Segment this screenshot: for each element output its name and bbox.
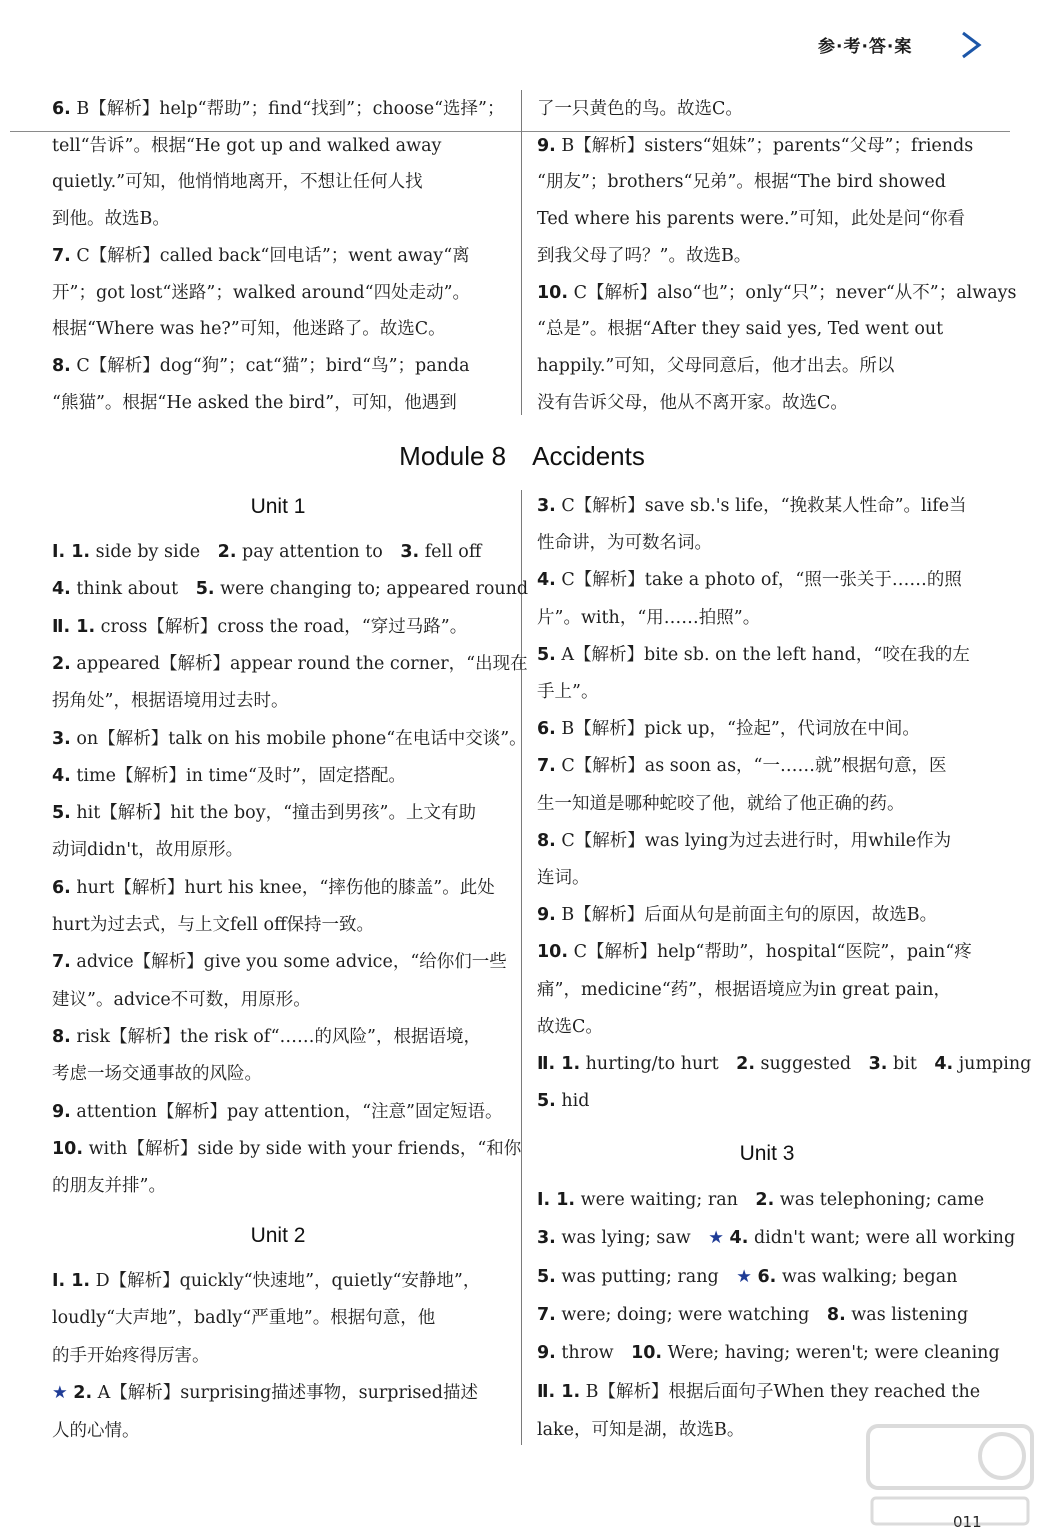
answer-line bbox=[52, 98, 504, 120]
question-number: 4. bbox=[729, 1228, 749, 1249]
answer-line bbox=[537, 1304, 997, 1326]
question-number: 10. bbox=[631, 1343, 663, 1364]
answer-text: 痛”，medicine“药”，根据语境应为in great pain， bbox=[537, 979, 952, 1000]
question-number: 9. bbox=[52, 1101, 71, 1122]
answer-text: pay attention to bbox=[236, 542, 401, 562]
answer-text: C【解析】as soon as，“一……就”根据句意，医 bbox=[555, 756, 947, 777]
answer-line bbox=[537, 135, 984, 157]
answer-text: tell“告诉”。根据“He got up and walked away bbox=[52, 135, 442, 156]
question-number: 4. bbox=[52, 579, 71, 600]
question-number: 10. bbox=[537, 942, 569, 963]
answer-text: quietly.”可知，他悄悄地离开，不想让任何人找 bbox=[52, 172, 423, 193]
answer-text: fell off bbox=[419, 542, 482, 562]
answer-text: side by side bbox=[90, 542, 218, 562]
module-title: Module 8 Accidents bbox=[399, 441, 645, 471]
answer-line bbox=[52, 1382, 504, 1404]
question-number: 6. bbox=[52, 99, 71, 119]
answer-line bbox=[537, 941, 984, 963]
answer-text: 考虑一场交通事故的风险。 bbox=[52, 1064, 262, 1085]
answer-line bbox=[52, 208, 504, 230]
answer-line bbox=[52, 171, 504, 193]
answer-line bbox=[537, 979, 984, 1001]
question-number: 7. bbox=[52, 952, 71, 973]
answer-text: C【解析】was lying为过去进行时，用while作为 bbox=[555, 830, 952, 851]
column-divider-bottom bbox=[521, 490, 522, 1445]
question-number: 3. bbox=[537, 496, 556, 516]
answer-text: 生一知道是哪种蛇咬了他，就给了他正确的药。 bbox=[537, 793, 905, 814]
question-number: 9. bbox=[537, 1343, 556, 1364]
answer-line bbox=[537, 718, 984, 740]
answer-text: “总是”。根据“After they said yes, Ted went out bbox=[537, 319, 944, 340]
question-number: 9. bbox=[537, 905, 556, 926]
answer-text: B【解析】后面从句是前面主句的原因，故选B。 bbox=[555, 905, 938, 926]
answer-text: 片”。with，“用……拍照”。 bbox=[537, 607, 761, 628]
answer-text: didn't want; were all working bbox=[748, 1228, 1016, 1249]
answer-line bbox=[52, 135, 504, 157]
answer-text: C【解析】called back“回电话”；went away“离 bbox=[70, 245, 470, 266]
answer-line bbox=[537, 245, 984, 267]
answer-text: Were; having; weren't; were cleaning bbox=[662, 1343, 1000, 1364]
answer-line bbox=[52, 989, 504, 1011]
answer-line bbox=[537, 318, 984, 340]
answer-line bbox=[537, 1090, 984, 1112]
question-number: 3. bbox=[52, 728, 71, 749]
star-icon: ★ bbox=[736, 1266, 752, 1287]
answer-line bbox=[537, 282, 1017, 304]
answer-text: 性命讲，为可数名词。 bbox=[537, 533, 712, 554]
answer-text: was putting; rang bbox=[555, 1266, 737, 1287]
question-number: 2. bbox=[73, 1383, 93, 1404]
answer-text: were changing to; appeared round bbox=[214, 579, 529, 600]
answer-line bbox=[52, 1270, 504, 1292]
answer-text: B【解析】pick up，“捡起”，代词放在中间。 bbox=[555, 719, 920, 740]
question-number: Ⅰ. 1. bbox=[52, 1271, 91, 1291]
answer-text: C【解析】take a photo of，“照一张关于……的照 bbox=[555, 570, 962, 591]
question-number: 9. bbox=[537, 135, 556, 156]
answer-text: D【解析】quickly“快速地”，quietly“安静地”， bbox=[90, 1271, 481, 1291]
answer-text: 连词。 bbox=[537, 868, 590, 888]
answer-text: B【解析】help“帮助”；find“找到”；choose“选择”； bbox=[70, 99, 505, 119]
answer-text: “朋友”；brothers“兄弟”。根据“The bird showed bbox=[537, 172, 946, 193]
answer-line bbox=[52, 839, 504, 861]
answer-line bbox=[52, 1420, 504, 1442]
answer-text: attention【解析】pay attention，“注意”固定短语。 bbox=[70, 1101, 503, 1122]
question-number: 8. bbox=[537, 830, 556, 851]
answer-line bbox=[537, 830, 984, 852]
question-number: 4. bbox=[52, 765, 71, 786]
answer-text: A【解析】surprising描述事物，surprised描述 bbox=[92, 1383, 478, 1404]
answer-line bbox=[537, 904, 984, 926]
answer-text: happily.”可知，父母同意后，他才出去。所以 bbox=[537, 355, 895, 376]
answer-line bbox=[52, 1026, 504, 1048]
question-number: 8. bbox=[826, 1304, 846, 1325]
answer-line bbox=[537, 607, 984, 629]
answer-text: B【解析】根据后面句子When they reached the bbox=[580, 1381, 981, 1402]
answer-line bbox=[52, 355, 504, 377]
answer-line bbox=[537, 532, 984, 554]
unit-1-title: Unit 1 bbox=[250, 495, 306, 518]
question-number: 4. bbox=[934, 1054, 954, 1074]
answer-text: throw bbox=[555, 1343, 632, 1364]
top-divider bbox=[10, 131, 1010, 132]
question-number: 3. bbox=[537, 1228, 556, 1249]
answer-line bbox=[52, 877, 504, 899]
answer-text: 了一只黄色的鸟。故选C。 bbox=[537, 99, 743, 119]
chevron-right-icon bbox=[955, 30, 987, 60]
answer-text: loudly“大声地”，badly“严重地”。根据句意，他 bbox=[52, 1308, 436, 1329]
unit-2-title: Unit 2 bbox=[250, 1224, 306, 1247]
question-number: 5. bbox=[537, 1266, 556, 1287]
answer-text: think about bbox=[70, 579, 196, 600]
question-number: 5. bbox=[195, 579, 215, 600]
answer-text: C【解析】help“帮助”，hospital“医院”，pain“疼 bbox=[568, 942, 972, 963]
watermark-logo bbox=[862, 1418, 1038, 1530]
question-number: 7. bbox=[537, 1304, 556, 1325]
answer-text: Ted where his parents were.”可知，此处是问“你看 bbox=[537, 209, 965, 230]
question-number: 10. bbox=[52, 1138, 84, 1159]
answer-line bbox=[52, 245, 504, 267]
answer-text: B【解析】sisters“姐妹”；parents“父母”；friends bbox=[555, 135, 974, 156]
answer-line bbox=[52, 392, 504, 414]
answer-line bbox=[537, 392, 984, 414]
star-icon: ★ bbox=[708, 1228, 724, 1249]
answer-line bbox=[537, 681, 984, 703]
unit-3-title: Unit 3 bbox=[739, 1142, 795, 1165]
answer-text: 根据“Where was he?”可知，他迷路了。故选C。 bbox=[52, 319, 446, 340]
question-number: 7. bbox=[52, 245, 71, 266]
answer-line bbox=[537, 867, 984, 889]
question-number: 2. bbox=[52, 653, 71, 674]
answer-text: hit【解析】hit the boy，“撞击到男孩”。上文有助 bbox=[70, 803, 476, 824]
question-number: Ⅰ. 1. bbox=[537, 1190, 576, 1210]
answer-line bbox=[52, 616, 504, 638]
answer-text: “熊猫”。根据“He asked the bird”，可知，他遇到 bbox=[52, 392, 457, 413]
answer-line bbox=[52, 728, 527, 750]
answer-text: 建议”。advice不可数，用原形。 bbox=[52, 989, 311, 1010]
answer-text: 到他。故选B。 bbox=[52, 209, 170, 230]
question-number: 5. bbox=[52, 803, 71, 824]
answer-line bbox=[537, 1342, 1000, 1364]
answer-text: lake，可知是湖，故选B。 bbox=[537, 1419, 745, 1440]
question-number: Ⅱ. 1. bbox=[537, 1054, 581, 1074]
question-number: 2. bbox=[736, 1054, 755, 1074]
answer-line bbox=[52, 653, 528, 675]
question-number: 7. bbox=[537, 756, 556, 777]
answer-text: hurt【解析】hurt his knee，“摔伤他的膝盖”。此处 bbox=[70, 877, 495, 898]
answer-text: was lying; saw bbox=[555, 1228, 709, 1249]
answer-line bbox=[52, 1101, 504, 1123]
page-number: 011 bbox=[953, 1513, 982, 1531]
question-number: Ⅱ. 1. bbox=[537, 1381, 581, 1402]
answer-line bbox=[52, 690, 504, 712]
answer-line bbox=[52, 802, 504, 824]
answer-line bbox=[537, 1016, 984, 1038]
question-number: 6. bbox=[757, 1266, 777, 1287]
question-number: 3. bbox=[868, 1054, 888, 1074]
answer-line bbox=[52, 951, 507, 973]
answer-line bbox=[537, 644, 984, 666]
answer-line bbox=[52, 541, 504, 563]
question-number: 6. bbox=[537, 719, 556, 740]
answer-line bbox=[52, 318, 504, 340]
question-number: Ⅱ. 1. bbox=[52, 616, 96, 637]
answer-text: were; doing; were watching bbox=[555, 1304, 827, 1325]
answer-line bbox=[537, 171, 984, 193]
answer-line bbox=[537, 793, 984, 815]
answer-text: hurting/to hurt bbox=[580, 1054, 737, 1074]
answer-text: C【解析】dog“狗”；cat“猫”；bird“鸟”；panda bbox=[70, 355, 470, 376]
answer-text: 拐角处”，根据语境用过去时。 bbox=[52, 691, 289, 712]
question-number: 5. bbox=[537, 644, 556, 665]
column-divider-top bbox=[521, 90, 522, 415]
answer-line bbox=[537, 569, 984, 591]
answer-text: 的朋友并排”。 bbox=[52, 1176, 166, 1197]
answer-line bbox=[52, 1345, 504, 1367]
answer-text: suggested bbox=[754, 1054, 869, 1074]
answer-text: 到我父母了吗？”。故选B。 bbox=[537, 245, 752, 266]
answer-text: time【解析】in time“及时”，固定搭配。 bbox=[70, 765, 406, 786]
answer-text: were waiting; ran bbox=[575, 1190, 756, 1210]
answer-line bbox=[537, 208, 984, 230]
answer-line bbox=[52, 578, 529, 600]
answer-line bbox=[537, 1053, 1032, 1075]
answer-text: A【解析】bite sb. on the left hand，“咬在我的左 bbox=[555, 644, 970, 665]
answer-text: 动词didn't，故用原形。 bbox=[52, 840, 244, 861]
answer-text: appeared【解析】appear round the corner，“出现在 bbox=[70, 653, 528, 674]
answer-text: on【解析】talk on his mobile phone“在电话中交谈”。 bbox=[70, 728, 527, 749]
question-number: 8. bbox=[52, 355, 71, 376]
answer-text: 手上”。 bbox=[537, 682, 599, 702]
answer-text: jumping bbox=[953, 1054, 1032, 1074]
answer-text: was walking; began bbox=[776, 1266, 958, 1287]
answer-text: cross【解析】cross the road，“穿过马路”。 bbox=[95, 616, 468, 637]
answer-line bbox=[537, 1227, 1016, 1249]
answer-text: was telephoning; came bbox=[774, 1190, 985, 1210]
answer-text: with【解析】side by side with your friends，“和你 bbox=[83, 1138, 522, 1159]
question-number: 4. bbox=[537, 570, 556, 591]
answer-line bbox=[52, 282, 504, 304]
answer-line bbox=[52, 1138, 522, 1160]
star-icon: ★ bbox=[52, 1383, 68, 1404]
answer-text: advice【解析】give you some advice，“给你们一些 bbox=[70, 952, 507, 973]
answer-line bbox=[52, 765, 504, 787]
question-number: 10. bbox=[537, 282, 569, 303]
answer-text: 没有告诉父母，他从不离开家。故选C。 bbox=[537, 392, 848, 413]
answer-text: 的手开始疼得厉害。 bbox=[52, 1345, 210, 1366]
header-label: 参·考·答·案 bbox=[818, 37, 913, 57]
answer-text: C【解析】also“也”；only“只”；never“从不”；always bbox=[568, 282, 1017, 303]
answer-text: risk【解析】the risk of“……的风险”，根据语境， bbox=[70, 1026, 482, 1047]
answer-line bbox=[52, 914, 504, 936]
answer-text: bit bbox=[887, 1054, 935, 1074]
question-number: Ⅰ. 1. bbox=[52, 542, 91, 562]
answer-line bbox=[537, 1189, 997, 1211]
answer-line bbox=[52, 1063, 504, 1085]
question-number: 8. bbox=[52, 1026, 71, 1047]
answer-text: 人的心情。 bbox=[52, 1420, 140, 1441]
answer-line bbox=[537, 1381, 997, 1403]
question-number: 2. bbox=[217, 542, 237, 562]
answer-text: hurt为过去式，与上文fell off保持一致。 bbox=[52, 915, 374, 935]
answer-line bbox=[537, 1266, 997, 1288]
question-number: 5. bbox=[537, 1091, 556, 1112]
question-number: 2. bbox=[755, 1190, 775, 1210]
answer-text: hid bbox=[555, 1091, 590, 1112]
answer-text: was listening bbox=[845, 1304, 969, 1325]
answer-text: C【解析】save sb.'s life，“挽救某人性命”。life当 bbox=[555, 496, 967, 516]
answer-line bbox=[52, 1307, 504, 1329]
answer-text: 开”；got lost“迷路”；walked around“四处走动”。 bbox=[52, 282, 471, 303]
answer-text: 故选C。 bbox=[537, 1016, 603, 1037]
answer-line bbox=[537, 355, 984, 377]
answer-line bbox=[52, 1175, 504, 1197]
question-number: 6. bbox=[52, 877, 71, 898]
answer-line bbox=[537, 495, 984, 517]
question-number: 3. bbox=[400, 542, 420, 562]
answer-line bbox=[537, 98, 984, 120]
answer-line bbox=[537, 755, 984, 777]
